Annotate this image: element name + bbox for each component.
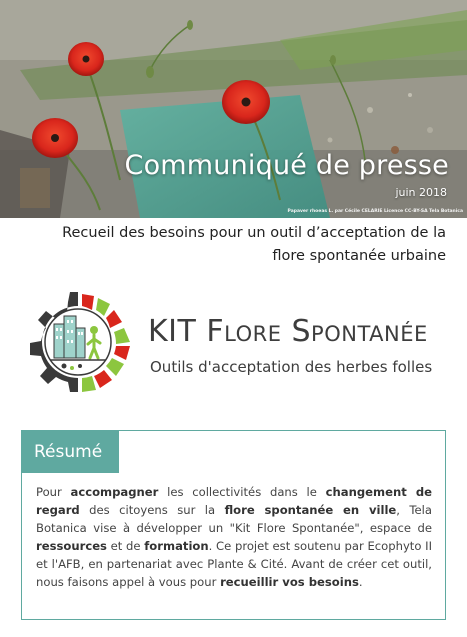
kit-logo bbox=[20, 284, 136, 400]
summary-segment: et de bbox=[106, 539, 145, 553]
subtitle-line-2: flore spontanée urbaine bbox=[272, 248, 446, 264]
summary-heading: Résumé bbox=[22, 431, 119, 473]
kit-subtitle: Outils d'acceptation des herbes folles bbox=[150, 358, 433, 376]
summary-segment: , Tela Botanica vise à développer un "Kit Flore Spontanée", espace de bbox=[36, 503, 432, 535]
press-release-title: Communiqué de presse bbox=[124, 150, 449, 181]
subtitle-line-1: Recueil des besoins pour un outil d’acceptation de la bbox=[62, 225, 446, 241]
summary-segment: . Ce projet est soutenu par Ecophyto II et l'AFB, en partenariat avec Plante & Cité. Avant de créer cet outil, nous faisons appel à vous pour bbox=[36, 539, 432, 589]
gear-city-logo-icon bbox=[20, 284, 136, 400]
poppy-3 bbox=[32, 118, 78, 158]
press-release-date: juin 2018 bbox=[395, 186, 447, 199]
summary-segment: les collectivités dans le bbox=[158, 485, 326, 499]
summary-emphasis: ressources bbox=[36, 539, 107, 553]
photo-credit: Papaver rhoeas L. par Cécile CELARIE Licence CC-BY-SA Tela Botanica bbox=[287, 209, 463, 214]
summary-emphasis: flore spontanée en ville bbox=[224, 503, 397, 517]
poppy-1 bbox=[68, 42, 104, 76]
summary-segment: des citoyens sur la bbox=[79, 503, 225, 517]
summary-segment: . bbox=[358, 575, 363, 589]
document-subtitle bbox=[26, 222, 446, 268]
header-photo bbox=[0, 0, 467, 218]
summary-text bbox=[36, 483, 432, 591]
summary-segment: Pour bbox=[36, 485, 71, 499]
kit-title: KIT Flore Spontanée bbox=[148, 314, 428, 349]
summary-emphasis: recueillir vos besoins bbox=[220, 575, 359, 589]
summary-emphasis: formation bbox=[144, 539, 209, 553]
summary-emphasis: accompagner bbox=[70, 485, 159, 499]
summary-box bbox=[21, 430, 446, 620]
poppy-2 bbox=[222, 80, 270, 124]
summary-emphasis: changement de regard bbox=[36, 485, 432, 517]
